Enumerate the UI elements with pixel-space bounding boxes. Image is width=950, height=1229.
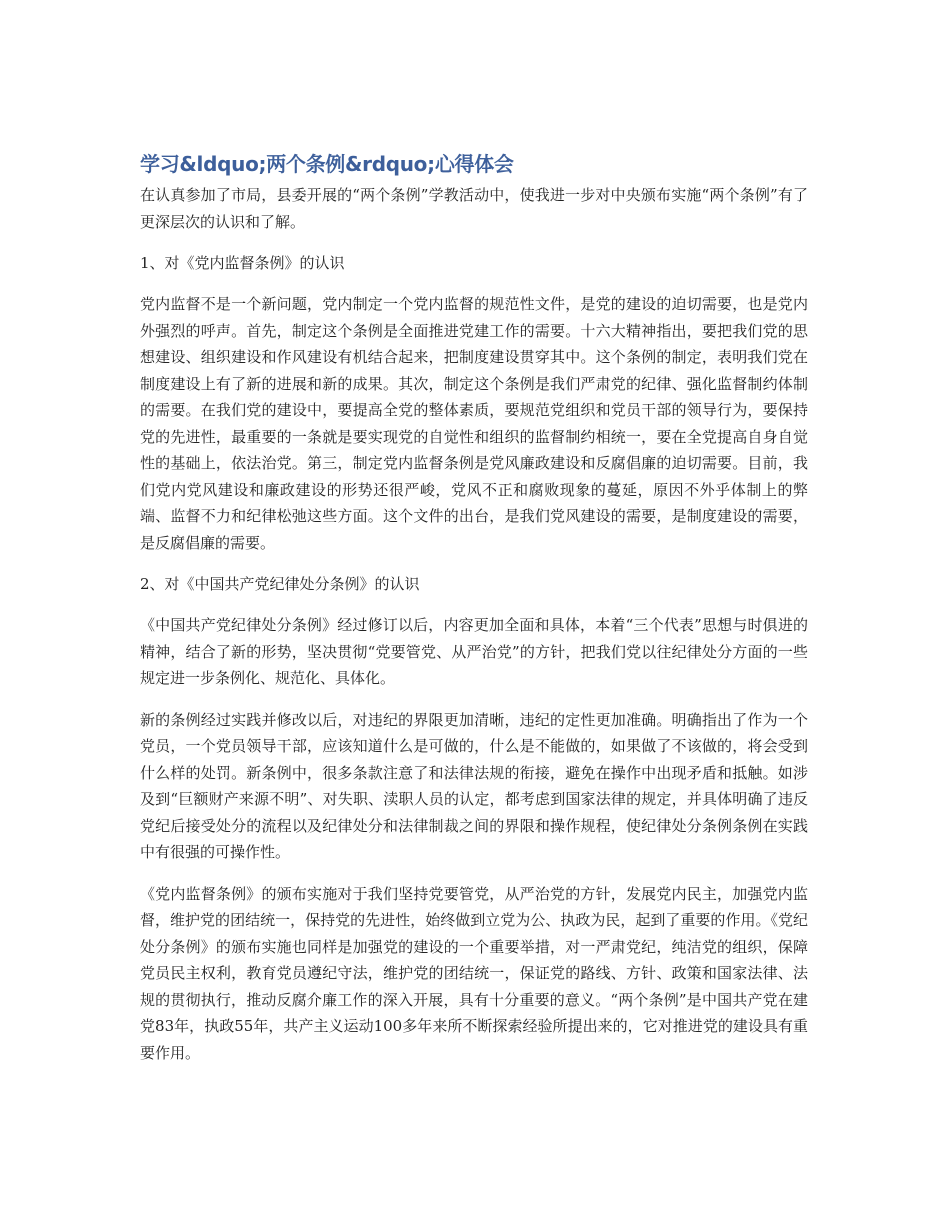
conclusion-paragraph: 《党内监督条例》的颁布实施对于我们坚持党要管党，从严治党的方针，发展党内民主，加强党内监督，维护党的团结统一，保持党的先进性，始终做到立党为公、执政为民，起到了重要的作用。《党纪处分条例》的颁布实施也同样是加强党的建设的一个重要举措，对一严肃党纪，纯洁党的组织，保障党员民主权利，教育党员遵纪守法，维护党的团结统一，保证党的路线、方针、政策和国家法律、法规的贯彻执行，推动反腐介廉工作的深入开展，具有十分重要的意义。“两个条例”是中国共产党在建党83年，执政55年，共产主义运动100多年来所不断探索经验所提出来的，它对推进党的建设具有重要作用。 xyxy=(140,884,808,1062)
section-heading-2: 2、对《中国共产党纪律处分条例》的认识 xyxy=(140,575,420,593)
section-2-paragraph-2: 新的条例经过实践并修改以后，对违纪的界限更加清晰，违纪的定性更加准确。明确指出了作为一个党员，一个党员领导干部，应该知道什么是可做的，什么是不能做的，如果做了不该做的，将会受到什么样的处罚。新条例中，很多条款注意了和法律法规的衔接，避免在操作中出现矛盾和抵触。如涉及到“巨额财产来源不明”、对失职、渎职人员的认定，都考虑到国家法律的规定，并具体明确了违反党纪后接受处分的流程以及纪律处分和法律制裁之间的界限和操作规程，使纪律处分条例条例在实践中有很强的可操作性。 xyxy=(140,710,808,861)
intro-paragraph: 在认真参加了市局，县委开展的“两个条例”学教活动中，使我进一步对中央颁布实施“两个条例”有了更深层次的认识和了解。 xyxy=(140,186,808,231)
document-title: 学习&ldquo;两个条例&rdquo;心得体会 xyxy=(140,152,514,176)
section-1-paragraph: 党内监督不是一个新问题，党内制定一个党内监督的规范性文件，是党的建设的迫切需要，也是党内外强烈的呼声。首先，制定这个条例是全面推进党建工作的需要。十六大精神指出，要把我们党的思想建设、组织建设和作风建设有机结合起来，把制度建设贯穿其中。这个条例的制定，表明我们党在制度建设上有了新的进展和新的成果。其次，制定这个条例是我们严肃党的纪律、强化监督制约体制的需要。在我们党的建设中，要提高全党的整体素质，要规范党组织和党员干部的领导行为，要保持党的先进性，最重要的一条就是要实现党的自觉性和组织的监督制约相统一，要在全党提高自身自觉性的基础上，依法治党。第三，制定党内监督条例是党风廉政建设和反腐倡廉的迫切需要。目前，我们党内党风建设和廉政建设的形势还很严峻，党风不正和腐败现象的蔓延，原因不外乎体制上的弊端、监督不力和纪律松弛这些方面。这个文件的出台，是我们党风建设的需要，是制度建设的需要，是反腐倡廉的需要。 xyxy=(140,295,808,552)
section-2-paragraph-1: 《中国共产党纪律处分条例》经过修订以后，内容更加全面和具体，本着“三个代表”思想与时俱进的精神，结合了新的形势，坚决贯彻“党要管党、从严治党”的方针，把我们党以往纪律处分方面的一些规定进一步条例化、规范化、具体化。 xyxy=(140,616,808,687)
section-heading-1: 1、对《党内监督条例》的认识 xyxy=(140,254,345,272)
document-body xyxy=(140,150,808,1081)
